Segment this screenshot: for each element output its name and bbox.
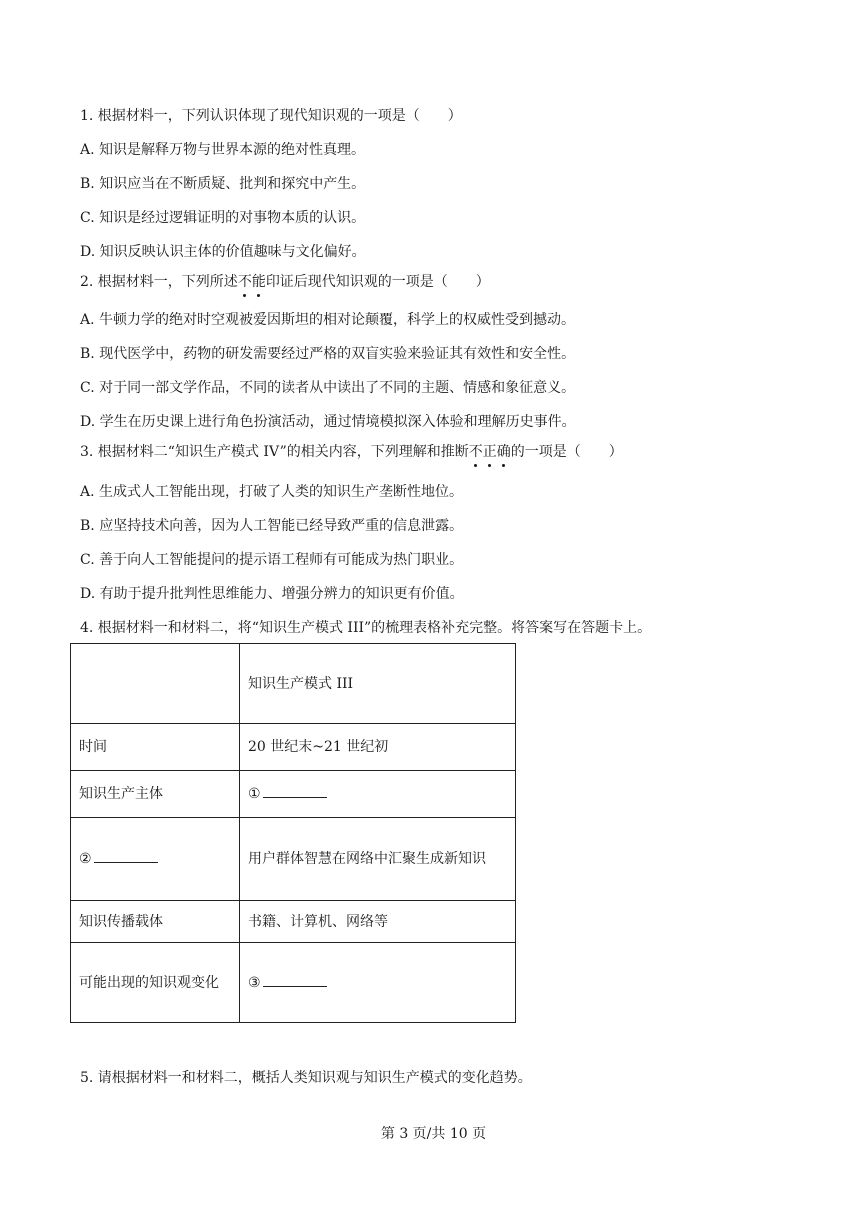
table-cell: 时间 bbox=[71, 724, 240, 771]
q1-option-d: D. 知识反映认识主体的价值趣味与文化偏好。 bbox=[80, 244, 366, 260]
q2-stem-after: 印证后现代知识观的一项是（ ） bbox=[265, 274, 490, 290]
table-cell: 知识生产主体 bbox=[71, 771, 240, 818]
answer-blank bbox=[94, 848, 158, 863]
q3-stem bbox=[80, 442, 623, 462]
q2-option-a: A. 牛顿力学的绝对时空观被爱因斯坦的相对论颠覆，科学上的权威性受到撼动。 bbox=[80, 312, 576, 328]
q3-option-a: A. 生成式人工智能出现，打破了人类的知识生产垄断性地位。 bbox=[80, 484, 464, 500]
blank-marker: ① bbox=[248, 786, 261, 802]
table-row bbox=[71, 771, 516, 818]
q3-option-d: D. 有助于提升批判性思维能力、增强分辨力的知识更有价值。 bbox=[80, 586, 464, 602]
table-row bbox=[71, 724, 516, 771]
table-cell bbox=[240, 943, 516, 1023]
table-cell bbox=[240, 771, 516, 818]
q3-option-c: C. 善于向人工智能提问的提示语工程师有可能成为热门职业。 bbox=[80, 552, 464, 568]
table-cell: 知识传播载体 bbox=[71, 901, 240, 943]
q2-option-c: C. 对于同一部文学作品，不同的读者从中读出了不同的主题、情感和象征意义。 bbox=[80, 380, 576, 396]
page-footer: 第 3 页/共 10 页 bbox=[380, 1126, 487, 1142]
emphasis-char: 不 bbox=[468, 444, 483, 460]
table-row bbox=[71, 818, 516, 901]
table-cell: 20 世纪末~21 世纪初 bbox=[240, 724, 516, 771]
table-row bbox=[71, 901, 516, 943]
q4-stem: 4. 根据材料一和材料二，将“知识生产模式 III”的梳理表格补充完整。将答案写在答题卡上。 bbox=[80, 620, 652, 636]
q1-option-a: A. 知识是解释万物与世界本源的绝对性真理。 bbox=[80, 142, 366, 158]
q1-stem: 1. 根据材料一，下列认识体现了现代知识观的一项是（ ） bbox=[80, 108, 462, 124]
table-cell: 用户群体智慧在网络中汇聚生成新知识 bbox=[240, 818, 516, 901]
table-cell: 知识生产模式 III bbox=[240, 644, 516, 724]
blank-marker: ② bbox=[79, 851, 92, 867]
q3-stem-before: 3. 根据材料二“知识生产模式 IV”的相关内容，下列理解和推断 bbox=[80, 444, 469, 460]
q2-stem bbox=[80, 272, 490, 292]
blank-marker: ③ bbox=[248, 974, 261, 991]
q1-option-b: B. 知识应当在不断质疑、批判和探究中产生。 bbox=[80, 176, 366, 192]
q2-stem-before: 2. 根据材料一，下列所述 bbox=[80, 274, 238, 290]
answer-blank bbox=[263, 972, 327, 987]
answer-blank bbox=[263, 783, 327, 798]
emphasis-char: 能 bbox=[251, 274, 266, 290]
q2-option-d: D. 学生在历史课上进行角色扮演活动，通过情境模拟深入体验和理解历史事件。 bbox=[80, 414, 576, 430]
q3-stem-after: 的一项是（ ） bbox=[510, 444, 623, 460]
q2-option-b: B. 现代医学中，药物的研发需要经过严格的双盲实验来验证其有效性和安全性。 bbox=[80, 346, 576, 362]
table-header-row bbox=[71, 644, 516, 724]
table-row bbox=[71, 943, 516, 1023]
table-cell: 书籍、计算机、网络等 bbox=[240, 901, 516, 943]
table-cell bbox=[71, 818, 240, 901]
table-cell: 可能出现的知识观变化 bbox=[71, 943, 240, 1023]
emphasis-char: 正 bbox=[482, 444, 497, 460]
emphasis-char: 确 bbox=[496, 444, 511, 460]
table-cell bbox=[71, 644, 240, 724]
q3-option-b: B. 应坚持技术向善，因为人工智能已经导致严重的信息泄露。 bbox=[80, 518, 464, 534]
knowledge-mode-table bbox=[70, 643, 516, 1023]
q1-option-c: C. 知识是经过逻辑证明的对事物本质的认识。 bbox=[80, 210, 366, 226]
emphasis-char: 不 bbox=[237, 274, 252, 290]
q5-stem: 5. 请根据材料一和材料二，概括人类知识观与知识生产模式的变化趋势。 bbox=[80, 1070, 532, 1086]
